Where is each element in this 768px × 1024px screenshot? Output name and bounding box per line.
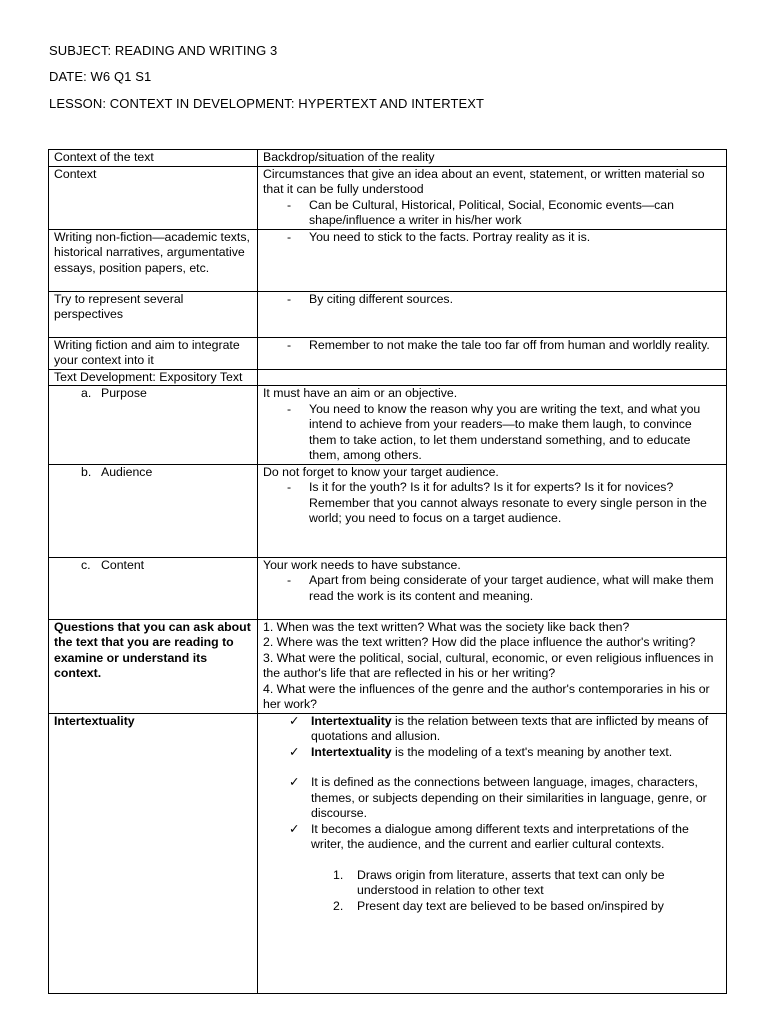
check-list (263, 714, 721, 761)
dash-list (263, 480, 721, 527)
sub-label-text: Content (101, 557, 145, 572)
table-cell-content (258, 369, 727, 386)
item-text: is the modeling of a text's meaning by another text. (391, 744, 673, 759)
table-row (49, 557, 727, 619)
dash-list (263, 198, 721, 229)
table-cell-content (258, 229, 727, 291)
list-marker: c. (81, 557, 91, 572)
question-item: 3. What were the political, social, cultural, economic, or even religious influences in the author's life that are reflected in his or her writing? (263, 650, 714, 680)
list-marker: a. (81, 386, 92, 400)
list-item: - By citing different sources. (287, 292, 721, 308)
list-item (289, 775, 721, 822)
check-icon: ✓ (289, 821, 300, 836)
sub-label-text: Audience (101, 464, 153, 479)
list-item: - Is it for the youth? Is it for adults? Is it for experts? Is it for novices? Remember that you cannot always resonate to every single person in the world; you need to focus on a target audience. (287, 480, 721, 527)
list-item (333, 899, 721, 915)
list-item (289, 745, 721, 761)
list-item: - Can be Cultural, Historical, Political, Social, Economic events—can shape/influence a writer in his/her work (287, 198, 721, 229)
table-cell-content (258, 166, 727, 229)
cell-text: Do not forget to know your target audience. (263, 464, 499, 479)
term-bold: Intertextuality (311, 713, 392, 728)
table-cell-label (49, 386, 258, 465)
table-cell-label: Questions that you can ask about the text that you are reading to examine or understand its context. (49, 619, 258, 713)
table-row (49, 464, 727, 557)
dash-list (263, 338, 721, 354)
check-list (263, 775, 721, 853)
cell-text: Your work needs to have substance. (263, 557, 461, 572)
table-cell-content: Backdrop/situation of the reality (258, 150, 727, 167)
table-row (49, 291, 727, 337)
question-item: 2. Where was the text written? How did the place influence the author's writing? (263, 635, 696, 649)
item-text: It becomes a dialogue among different texts and interpretations of the writer, the audience, and the current and earlier cultural contexts. (311, 821, 689, 851)
table-cell-content (258, 557, 727, 619)
table-cell-label: Context (49, 166, 258, 229)
check-icon: ✓ (289, 713, 300, 728)
table-cell-content (258, 386, 727, 465)
dash-list (263, 402, 721, 464)
date-line: DATE: W6 Q1 S1 (49, 69, 152, 84)
question-item: 1. When was the text written? What was the society like back then? (263, 619, 630, 634)
table-cell-content (258, 619, 727, 713)
question-item: 4. What were the influences of the genre and the author's contemporaries in his or her work? (263, 681, 710, 711)
table-cell-label: Try to represent several perspectives (49, 291, 258, 337)
term-bold: Intertextuality (311, 744, 392, 759)
table-cell-label: Context of the text (49, 150, 258, 167)
item-text: Draws origin from literature, asserts that text can only be understood in relation to other text (357, 867, 665, 897)
list-item: - You need to stick to the facts. Portray reality as it is. (287, 230, 721, 246)
list-item: - You need to know the reason why you are writing the text, and what you intend to achieve from your readers—to make them laugh, to convince them to take action, to let them understand something, and to educate them, among others. (287, 402, 721, 464)
lesson-table (48, 149, 727, 994)
table-row (49, 150, 727, 167)
table-row (49, 166, 727, 229)
table-cell-label: Text Development: Expository Text (49, 369, 258, 386)
list-item: - Remember to not make the tale too far off from human and worldly reality. (287, 338, 721, 354)
numbered-list (263, 868, 721, 915)
list-marker: 2. (333, 898, 344, 913)
table-row (49, 229, 727, 291)
dash-list (263, 573, 721, 604)
table-row (49, 369, 727, 386)
table-cell-label: Writing fiction and aim to integrate your context into it (49, 337, 258, 369)
lesson-line: LESSON: CONTEXT IN DEVELOPMENT: HYPERTEXT AND INTERTEXT (49, 96, 485, 111)
subject-line: SUBJECT: READING AND WRITING 3 (49, 43, 278, 58)
list-item (289, 822, 721, 853)
cell-text: Circumstances that give an idea about an event, statement, or written material so that it can be fully understood (263, 166, 705, 196)
item-text: Present day text are believed to be based on/inspired by (357, 898, 664, 913)
table-cell-content (258, 337, 727, 369)
list-item (289, 714, 721, 745)
table-row (49, 619, 727, 713)
table-cell-label: Writing non-fiction—academic texts, historical narratives, argumentative essays, position papers, etc. (49, 229, 258, 291)
table-cell-label (49, 557, 258, 619)
sub-label-text: Purpose (101, 386, 147, 400)
check-icon: ✓ (289, 744, 300, 759)
list-item (333, 868, 721, 899)
list-marker: b. (81, 464, 92, 479)
check-icon: ✓ (289, 775, 300, 789)
item-text: is the relation between texts that are inflicted by means of quotations and allusion. (311, 713, 709, 743)
table-cell-label (49, 464, 258, 557)
dash-list (263, 230, 721, 246)
list-item: - Apart from being considerate of your target audience, what will make them read the work is its content and meaning. (287, 573, 721, 604)
table-row (49, 386, 727, 465)
dash-list (263, 292, 721, 308)
list-marker: 1. (333, 867, 344, 882)
table-row (49, 337, 727, 369)
item-text: It is defined as the connections between language, images, characters, themes, or subjects depending on their similarities in language, genre, or discourse. (311, 775, 707, 820)
table-cell-label: Intertextuality (49, 713, 258, 993)
table-cell-content (258, 713, 727, 993)
table-cell-content (258, 291, 727, 337)
table-cell-content (258, 464, 727, 557)
cell-text: It must have an aim or an objective. (263, 386, 458, 400)
table-row (49, 713, 727, 993)
